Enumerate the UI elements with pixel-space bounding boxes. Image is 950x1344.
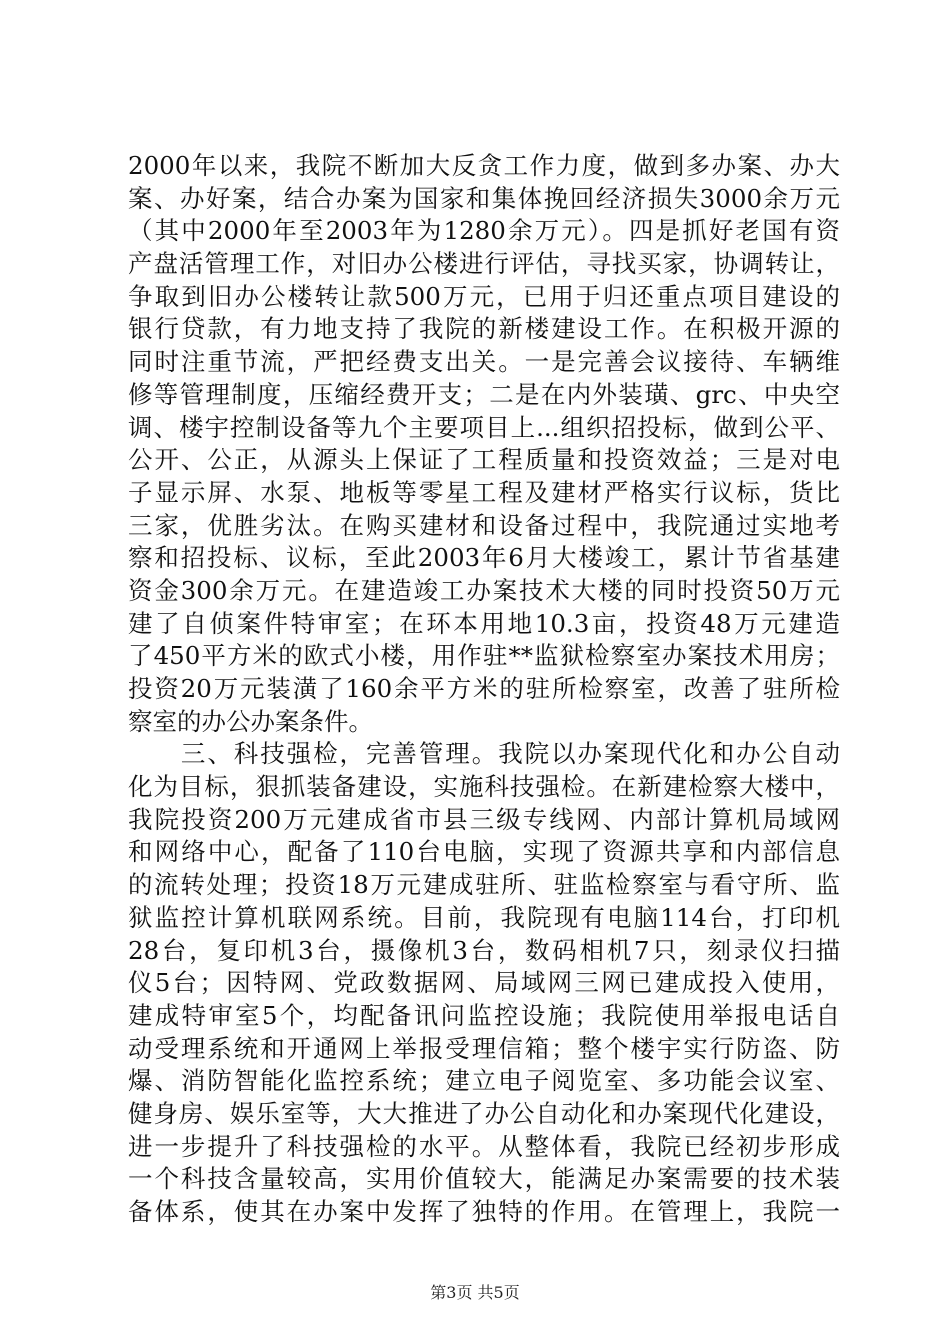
text-line: 了450平方米的欧式小楼，用作驻**监狱检察室办案技术用房； xyxy=(128,641,840,671)
text-line: 银行贷款，有力地支持了我院的新楼建设工作。在积极开源的 xyxy=(128,314,840,344)
text-line: 资金300余万元。在建造竣工办案技术大楼的同时投资50万元 xyxy=(128,575,840,605)
text-line: 的流转处理；投资18万元建成驻所、驻监检察室与看守所、监 xyxy=(128,870,840,900)
text-line: 察和招投标、议标，至此2003年6月大楼竣工，累计节省基建 xyxy=(128,543,840,573)
text-line: 仪5台；因特网、党政数据网、局域网三网已建成投入使用， xyxy=(128,968,840,998)
text-line: 2000年以来，我院不断加大反贪工作力度，做到多办案、办大 xyxy=(128,151,840,180)
text-line: （其中2000年至2003年为1280余万元）。四是抓好老国有资 xyxy=(128,216,840,246)
text-line: 建了自侦案件特审室；在环本用地10.3亩，投资48万元建造 xyxy=(128,608,840,638)
page-number-footer: 第3页 共5页 xyxy=(430,1283,520,1302)
text-line: 产盘活管理工作，对旧办公楼进行评估，寻找买家，协调转让， xyxy=(128,249,840,279)
text-line: 一个科技含量较高，实用价值较大，能满足办案需要的技术装 xyxy=(128,1164,840,1194)
text-line: 备体系，使其在办案中发挥了独特的作用。在管理上，我院一 xyxy=(128,1197,840,1226)
text-line: 投资20万元装潢了160余平方米的驻所检察室，改善了驻所检 xyxy=(128,674,840,703)
text-line: 28台，复印机3台，摄像机3台，数码相机7只，刻录仪扫描 xyxy=(128,935,840,965)
text-line: 进一步提升了科技强检的水平。从整体看，我院已经初步形成 xyxy=(128,1131,840,1161)
text-line: 同时注重节流，严把经费支出关。一是完善会议接待、车辆维 xyxy=(128,347,840,377)
text-line: 我院投资200万元建成省市县三级专线网、内部计算机局域网 xyxy=(128,804,840,834)
text-line: 争取到旧办公楼转让款500万元，已用于归还重点项目建设的 xyxy=(128,281,840,311)
text-line: 调、楼宇控制设备等九个主要项目上...组织招投标，做到公平、 xyxy=(128,412,840,442)
text-line: 建成特审室5个，均配备讯问监控设施；我院使用举报电话自 xyxy=(128,1000,840,1030)
text-line: 爆、消防智能化监控系统；建立电子阅览室、多功能会议室、 xyxy=(128,1066,840,1096)
section-three-heading-line: 三、科技强检，完善管理。我院以办案现代化和办公自动 xyxy=(128,739,840,769)
text-line-paragraph-end: 察室的办公办案条件。 xyxy=(128,706,373,736)
text-line: 三家，优胜劣汰。在购买建材和设备过程中，我院通过实地考 xyxy=(128,510,840,540)
body-text xyxy=(128,150,840,1229)
text-line: 狱监控计算机联网系统。目前，我院现有电脑114台，打印机 xyxy=(128,902,840,932)
text-line: 动受理系统和开通网上举报受理信箱；整个楼宇实行防盗、防 xyxy=(128,1033,840,1063)
text-line: 化为目标，狠抓装备建设，实施科技强检。在新建检察大楼中， xyxy=(128,772,840,802)
text-line: 健身房、娱乐室等，大大推进了办公自动化和办案现代化建设， xyxy=(128,1098,840,1128)
text-line: 公开、公正，从源头上保证了工程质量和投资效益；三是对电 xyxy=(128,445,840,475)
text-line: 子显示屏、水泵、地板等零星工程及建材严格实行议标，货比 xyxy=(128,477,840,507)
text-line: 和网络中心，配备了110台电脑，实现了资源共享和内部信息 xyxy=(128,837,840,867)
text-line: 修等管理制度，压缩经费开支；二是在内外装璜、grc、中央空 xyxy=(128,379,840,409)
text-line: 案、办好案，结合办案为国家和集体挽回经济损失3000余万元 xyxy=(128,183,840,213)
